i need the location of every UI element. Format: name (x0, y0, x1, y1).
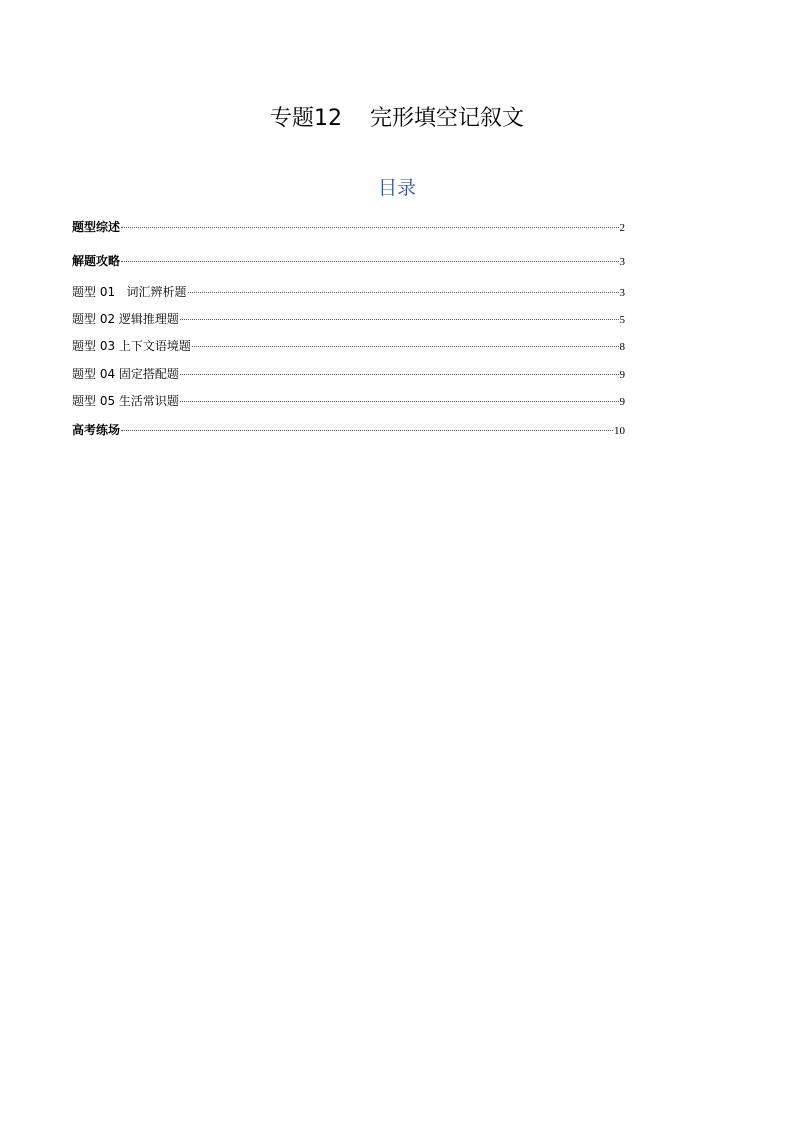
toc-dot-leader (121, 261, 618, 262)
toc-dot-leader (192, 346, 619, 347)
toc-entry-type-01[interactable] (72, 283, 625, 301)
toc-entry-label: 解题攻略 (72, 254, 121, 268)
toc-page-number: 2 (619, 222, 625, 234)
toc-entry-overview[interactable] (72, 218, 625, 236)
toc-page-number: 5 (619, 314, 625, 326)
toc-entry-type-04[interactable] (72, 365, 625, 383)
toc-dot-leader (188, 292, 619, 293)
toc-dot-leader (180, 319, 619, 320)
toc-page-number: 3 (619, 256, 625, 268)
toc-dot-leader (121, 430, 613, 431)
page-title: 专题12 完形填空记叙文 (270, 106, 524, 131)
toc-entry-label: 题型 03 上下文语境题 (72, 339, 191, 353)
toc-entry-label: 高考练场 (72, 423, 121, 437)
toc-entry-exam-practice[interactable] (72, 421, 625, 439)
toc-entry-type-02[interactable] (72, 310, 625, 328)
toc-page-number: 9 (619, 369, 625, 381)
toc-heading: 目录 (377, 177, 416, 199)
toc-entry-type-03[interactable] (72, 337, 625, 355)
toc-entry-label: 题型 02 逻辑推理题 (72, 312, 179, 326)
toc-entry-strategies[interactable] (72, 252, 625, 270)
toc-entry-label: 题型综述 (72, 220, 121, 234)
toc-page-number: 9 (619, 396, 625, 408)
toc-entry-label: 题型 01 词汇辨析题 (72, 285, 187, 299)
toc-page-number: 8 (619, 341, 625, 353)
toc-entry-label: 题型 04 固定搭配题 (72, 367, 179, 381)
toc-entry-label: 题型 05 生活常识题 (72, 394, 179, 408)
toc-dot-leader (121, 227, 618, 228)
toc-page-number: 3 (619, 287, 625, 299)
toc-dot-leader (180, 401, 619, 402)
toc-dot-leader (180, 374, 619, 375)
toc-entry-type-05[interactable] (72, 392, 625, 410)
toc-page-number: 10 (614, 425, 625, 437)
